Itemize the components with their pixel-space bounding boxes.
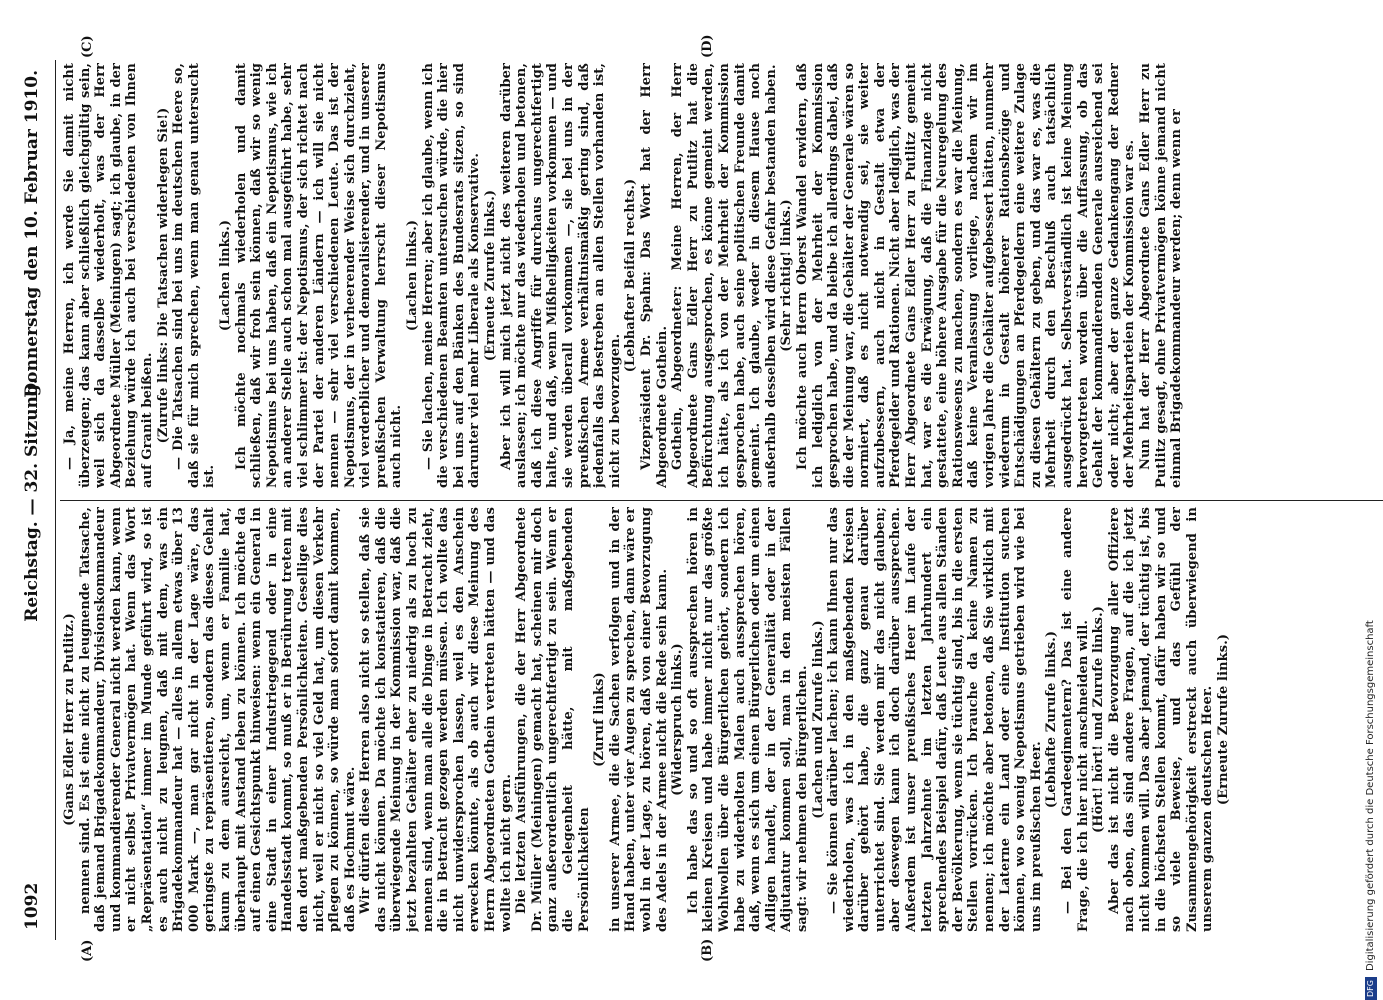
paragraph: Ich möchte nochmals wiederholen und damit schließen, daß wir froh sein können, daß wir so wenig Nepotismus bei uns haben, daß ein Nepotismus, wie ich an anderer Stelle auch schon mal ausgeführt habe, sehr viel schlimmer ist: der Nepotismus, der sich richtet nach der Partei der anderen Ländern — ich will sie nicht nennen — sehr viel verschiedenen Leute. Das ist der Nepotismus, der in verheerender Weise sich durchzieht, viel verderblicher und demoralisierender, und in unserer preußischen Verwaltung herrscht dieser Nepotismus auch nicht. — [233, 63, 405, 488]
interjection: (Widerspruch links.) — [670, 643, 686, 796]
paragraph: Wir dürfen diese Herren also nicht so stellen, daß sie das nicht können. Da möchte ich konstatieren, daß die überwiegende Meinung in der Kommission war, daß die jetzt bezahlten Gehälter eher zu niedrig als zu hoch zu nennen sind, wenn man alle die Dinge in Betracht zieht, die in Betracht gezogen werden müssen. Ich wollte das nicht unwidersprochen lassen, weil es den Anschein erwecken könnte, als ob auch wir diese Meinung des Herrn Abgeordneten Gothein vertreten hätten — und das wollte ich nicht gern. — [358, 507, 514, 932]
digitization-credit — [1362, 600, 1380, 1000]
paragraph: Ich habe das so und so oft aussprechen hören in kleinen Kreisen und habe immer nicht nur das größte Wohlwollen über die Bürgerlichen gehört, sondern ich habe zu widerholten Malen auch aussprechen hören, daß, wenn es sich um einen Bürgerlichen oder um einen Adligen handelt, der in der Generalität oder in der Adjutantur kommen soll, man in den meisten Fällen sagt: wir nehmen den Bürgerlichen. — [685, 507, 810, 932]
interjection: (Lachen links.) — [405, 219, 421, 332]
margin-marker-a: (A) — [80, 939, 95, 962]
paragraph: Die letzten Ausführungen, die der Herr Abgeordnete Dr. Müller (Meiningen) gemacht hat, scheinen mir doch ganz außerordentlich ungerechtfertigt zu sein. Wenn er die Gelegenheit hätte, mit maßgebenden Persönlichkeiten — [514, 507, 592, 932]
paragraph: Aber das ist nicht die Bevorzugung aller Offiziere nach oben, das sind andere Fragen, auf die ich jetzt nicht kommen will. Das aber jemand, der tüchtig ist, bis in die höchsten Stellen kommt, dafür haben wir so und so viele Beweise, und das Gefühl der Zusammengehörigkeit erstreckt auch überwiegend in unserem ganzen deutschen Heer. — [1106, 507, 1216, 932]
paragraph: Nun hat der Herr Abgeordnete Gans Edler Herr zu Putlitz gesagt, ohne Privatvermögen könne jemand nicht einmal Brigadekommandeur werden; denn wenn er — [1137, 63, 1185, 488]
right-text-column — [62, 63, 1362, 488]
interjection: (Lebhafte Zurufe links.) — [1044, 630, 1060, 809]
paragraph: Gothein, Abgeordneter: Meine Herren, der Herr Abgeordnete Gans Edler Herr zu Putlitz hat die Befürchtung ausgesprochen, es könne gemeint werden, ich hätte, als ich von der Mehrheit der Kommission gesprochen habe, auch seine politischen Freunde damit gemeint. Ich glaube, weder in diesem Hause noch außerhalb desselben wird diese Gefahr bestanden haben. — [670, 63, 779, 488]
page-header — [22, 70, 52, 930]
paragraph: in unserer Armee, die die Sachen verfolgen und in der Hand haben, unter vier Augen zu sprechen, dann wäre er wohl in der Lage, zu hören, daß von einer Bevorzugung des Adels in der Armee nicht die Rede sein kann. — [607, 507, 670, 932]
left-text-column — [62, 507, 1362, 932]
interjection: (Lachen und Zurufe links.) — [810, 620, 826, 819]
interjection: (Sehr richtig! links.) — [779, 199, 795, 352]
paragraph: — Ja, meine Herren, ich werde Sie damit nicht überzeugen; das kann aber schließlich gleichgültig sein, weil sich da dasselbe wiederholt, was der Herr Abgeordnete Müller (Meiningen) sagt; ich glaube, in der Beziehung würde ich auch bei verschiedenen von Ihnen auf Granit beißen. — [62, 63, 155, 488]
interjection: (Gans Edler Herr zu Putlitz.) — [62, 613, 77, 826]
credit-text: Digitalisierung gefördert durch die Deutsche Forschungsgemeinschaft — [1365, 620, 1376, 972]
interjection: (Zuruf links) — [592, 672, 608, 767]
paragraph: — Sie können darüber lachen; ich kann Ihnen nur das wiederholen, was ich in den maßgebenden Kreisen darüber gehört habe, die ganz genau darüber unterrichtet sind. Sie werden mir das nicht glauben; aber deswegen kann ich doch darüber aussprechen. Außerdem ist unser preußisches Heer im Laufe der letzten Jahrzehnte im letzten Jahrhundert ein sprechendes Beispiel dafür, daß Leute aus allen Ständen der Bevölkerung, wenn sie tüchtig sind, bis in die ersten Stellen vorrücken. Ich brauche da keine Namen zu nennen; ich möchte aber betonen, daß Sie wirklich mit der Laterne ein Land oder eine Institution suchen können, wo so wenig Nepotismus getrieben wird wie bei uns im preußischen Heer. — [826, 507, 1044, 932]
paragraph: Aber ich will mich jetzt nicht des weiteren darüber auslassen; ich möchte nur das wiederholen und betonen, daß ich diese Angriffe für durchaus ungerechtfertigt halte, und daß, wenn Mißhelligkeiten vorkommen — und sie werden überall vorkommen —, sie bei uns in der preußischen Armee verhältnismäßig gering sind, daß jedenfalls das Bestreben an allen Stellen vorhanden ist, nicht zu bevorzugen. — [498, 63, 623, 488]
paragraph: Ich möchte auch Herrn Oberst Wandel erwidern, daß ich lediglich von der Mehrheit der Kommission gesprochen habe, und da bleibe ich allerdings dabei, daß die der Meinung war, die Gehälter der Generale wären so normiert, daß es nicht notwendig sei, sie weiter aufzubessern, auch nicht in Gestalt etwa der Pferdegelder und Rationen. Nicht aber lediglich, was der Herr Abgeordnete Gans Edler Herr zu Putlitz gemeint hat, war es die Erwägung, daß die Finanzlage nicht gestattete, eine höhere Ausgabe für die Neuregelung des Rationswesens zu machen, sondern es war die Meinung, daß keine Veranlassung vorliege, nachdem wir im vorigen Jahre die Gehälter aufgebessert hätten, nunmehr wiederum in Gestalt höherer Rationsbezüge und Entschädigungen an Pferdegeldern eine weitere Zulage zu diesen Gehältern zu geben, und das war es, was die Mehrheit durch den Beschluß auch tatsächlich ausgedrückt hat. Selbstverständlich ist keine Meinung hervorgetreten worden über die Auffassung, ob das Gehalt der kommandierenden Generale ausreichend sei oder nicht; aber der ganze Gedankengang der Redner der Mehrheitsparteien der Kommission war es. — [794, 63, 1138, 488]
digitization-credit-bar — [1362, 600, 1380, 1000]
interjection: (Lachen links.) — [217, 219, 233, 332]
paragraph: — Die Tatsachen sind bei uns im deutschen Heere so, daß sie für mich sprechen, wenn man genau untersucht ist. — [171, 63, 218, 488]
paragraph: — Bei den Gardeegimentern? Das ist eine andere Frage, die ich hier nicht anschneiden will. — [1060, 507, 1091, 932]
paragraph: — Sie lachen, meine Herren; aber ich glaube, wenn ich die verschiedenen Beamten untersuchen würde, die hier bei uns auf den Bänken des Bundesrats sitzen, so sind darunter viel mehr Liberale als Konservative. — [420, 63, 483, 488]
header-title: Reichstag. — 32. Sitzung. — [22, 378, 42, 622]
paragraph: nennen sind. Es ist eine nicht zu leugnende Tatsache, daß jemand Brigadekommandeur, Divisionskommandeur und kommandierender General nicht werden kann, wenn er nicht selbst Privatvermögen hat. Wenn das Wort „Repräsentation“ immer im Munde geführt wird, so ist es auch nicht zu leugnen, daß mit dem, was ein Brigadekommandeur hat — alles in allem etwas über 13 000 Mark —, man gar nicht in der Lage wäre, das geringste zu repräsentieren, sondern das dieses Gehalt kaum zu dem ausreicht, um, wenn er Familie hat, überhaupt mit Anstand leben zu können. Ich möchte da auf einen Gesichtspunkt hinweisen: wenn ein General in eine Stadt in einer Industriegegend oder in eine Handelsstadt kommt, so muß er in Berührung treten mit den dort maßgebenden Persönlichkeiten. Gesellige dies nicht, weil er nicht so viel Geld hat, um diesen Verkehr pflegen zu können, so würde man sofort damit kommen, daß es Hochmut wäre. — [77, 507, 358, 932]
interjection: (Zurufe links: Die Tatsachen widerlegen Sie!) — [155, 107, 171, 444]
page-number: 1092 — [22, 882, 42, 930]
column-divider — [60, 500, 1383, 501]
header-rule — [55, 60, 56, 940]
header-date: Donnerstag den 10. Februar 1910. — [22, 70, 42, 398]
paragraph: Vizepräsident Dr. Spahn: Das Wort hat der Herr Abgeordnete Gothein. — [638, 63, 670, 488]
margin-marker-c: (C) — [80, 35, 95, 58]
interjection: (Erneute Zurufe links.) — [1215, 633, 1231, 806]
dfg-logo-icon: DFG — [1365, 977, 1377, 1000]
margin-marker-d: (D) — [700, 34, 715, 58]
interjection: (Hört! hört! und Zurufe links.) — [1091, 606, 1107, 833]
interjection: (Erneute Zurufe links.) — [483, 189, 499, 362]
margin-marker-b: (B) — [700, 938, 715, 962]
interjection: (Lebhafter Beifall rechts.) — [623, 178, 639, 373]
